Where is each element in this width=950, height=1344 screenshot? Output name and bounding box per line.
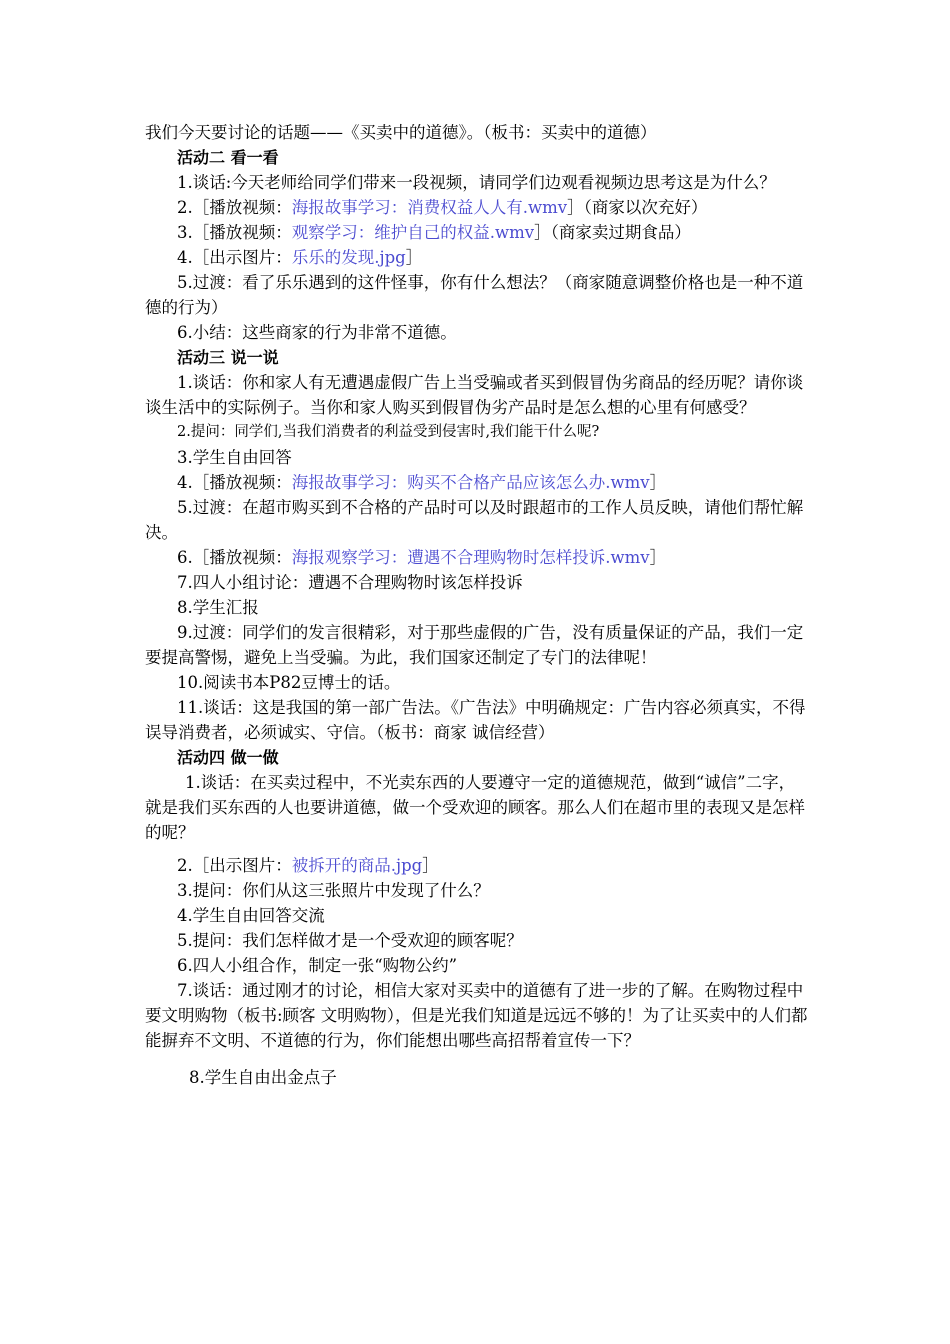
act3-item-7: 7.四人小组讨论：遭遇不合理购物时该怎样投诉 (177, 573, 523, 592)
act2-item-4-suffix: ］ (405, 248, 423, 267)
act4-item-2-prefix: 2.［出示图片： (177, 856, 292, 875)
document-body (145, 120, 810, 1090)
video-link-protect-rights[interactable]: 观察学习：维护自己的权益.wmv (291, 223, 535, 242)
image-link-opened-goods[interactable]: 被拆开的商品.jpg (291, 856, 423, 875)
act2-item-5: 5.过渡：看了乐乐遇到的这件怪事，你有什么想法？（商家随意调整价格也是一种不道德的行为） (145, 273, 804, 317)
act3-item-4-prefix: 4.［播放视频： (177, 473, 292, 492)
act3-item-1: 1.谈话：你和家人有无遭遇虚假广告上当受骗或者买到假冒伪劣商品的经历呢？请你谈谈生活中的实际例子。当你和家人购买到假冒伪劣产品时是怎么想的心里有何感受？ (145, 373, 804, 417)
act3-item-2: 2.提问：同学们,当我们消费者的利益受到侵害时,我们能干什么呢? (177, 424, 600, 440)
act3-item-4 (145, 470, 810, 495)
intro-paragraph: 我们今天要讨论的话题——《买卖中的道德》。（板书：买卖中的道德） (145, 123, 657, 142)
act2-item-3 (145, 220, 810, 245)
act2-item-2 (145, 195, 810, 220)
act4-item-5: 5.提问：我们怎样做才是一个受欢迎的顾客呢？ (177, 931, 523, 950)
act3-item-6-prefix: 6.［播放视频： (177, 548, 292, 567)
act2-item-1: 1.谈话:今天老师给同学们带来一段视频，请同学们边观看视频边思考这是为什么？ (177, 173, 776, 192)
activity-2-heading: 活动二 看一看 (177, 148, 279, 167)
video-link-unqualified-products[interactable]: 海报故事学习：购买不合格产品应该怎么办.wmv (291, 473, 650, 492)
video-link-consumer-rights[interactable]: 海报故事学习：消费权益人人有.wmv (291, 198, 568, 217)
act4-item-2-suffix: ］ (422, 856, 439, 875)
act3-item-6-suffix: ］ (649, 548, 667, 567)
act4-item-3: 3.提问：你们从这三张照片中发现了什么？ (177, 881, 490, 900)
act4-item-6: 6.四人小组合作，制定一张“购物公约” (177, 956, 458, 975)
act2-item-3-suffix: ］（商家卖过期食品） (534, 223, 691, 242)
act3-item-11: 11.谈话：这是我国的第一部广告法。《广告法》中明确规定：广告内容必须真实，不得误导消费者，必须诚实、守信。（板书：商家 诚信经营） (145, 698, 806, 742)
act3-item-6 (145, 545, 810, 570)
act4-item-8: 8.学生自由出金点子 (189, 1068, 337, 1087)
act3-item-8: 8.学生汇报 (177, 598, 259, 617)
act2-item-4-prefix: 4.［出示图片： (177, 248, 292, 267)
act2-item-2-suffix: ］（商家以次充好） (567, 198, 708, 217)
act2-item-6: 6.小结：这些商家的行为非常不道德。 (177, 323, 457, 342)
act2-item-2-prefix: 2.［播放视频： (177, 198, 292, 217)
act3-item-5: 5.过渡：在超市购买到不合格的产品时可以及时跟超市的工作人员反映，请他们帮忙解决。 (145, 498, 804, 542)
act3-item-4-suffix: ］ (649, 473, 667, 492)
activity-3-heading: 活动三 说一说 (177, 348, 279, 367)
image-link-lele-discovery[interactable]: 乐乐的发现.jpg (291, 248, 406, 267)
activity-4-heading: 活动四 做一做 (177, 748, 279, 767)
act2-item-3-prefix: 3.［播放视频： (177, 223, 292, 242)
act3-item-9: 9.过渡：同学们的发言很精彩，对于那些虚假的广告，没有质量保证的产品，我们一定要提高警惕，避免上当受骗。为此，我们国家还制定了专门的法律呢！ (145, 623, 804, 667)
act4-item-1: 1.谈话：在买卖过程中，不光卖东西的人要遵守一定的道德规范，做到“诚信”二字，就是我们买东西的人也要讲道德，做一个受欢迎的顾客。那么人们在超市里的表现又是怎样的呢？ (145, 773, 805, 842)
act4-item-2 (145, 853, 810, 878)
act3-item-10: 10.阅读书本P82豆博士的话。 (177, 673, 401, 692)
video-link-complaint[interactable]: 海报观察学习：遭遇不合理购物时怎样投诉.wmv (291, 548, 650, 567)
act2-item-4 (145, 245, 810, 270)
act4-item-4: 4.学生自由回答交流 (177, 906, 325, 925)
act3-item-3: 3.学生自由回答 (177, 448, 292, 467)
act4-item-7: 7.谈话：通过刚才的讨论，相信大家对买卖中的道德有了进一步的了解。在购物过程中要文明购物（板书:顾客 文明购物），但是光我们知道是远远不够的！为了让买卖中的人们都能摒弃不文明、不道德的行为，你们能想出哪些高招帮着宣传一下？ (145, 981, 808, 1050)
